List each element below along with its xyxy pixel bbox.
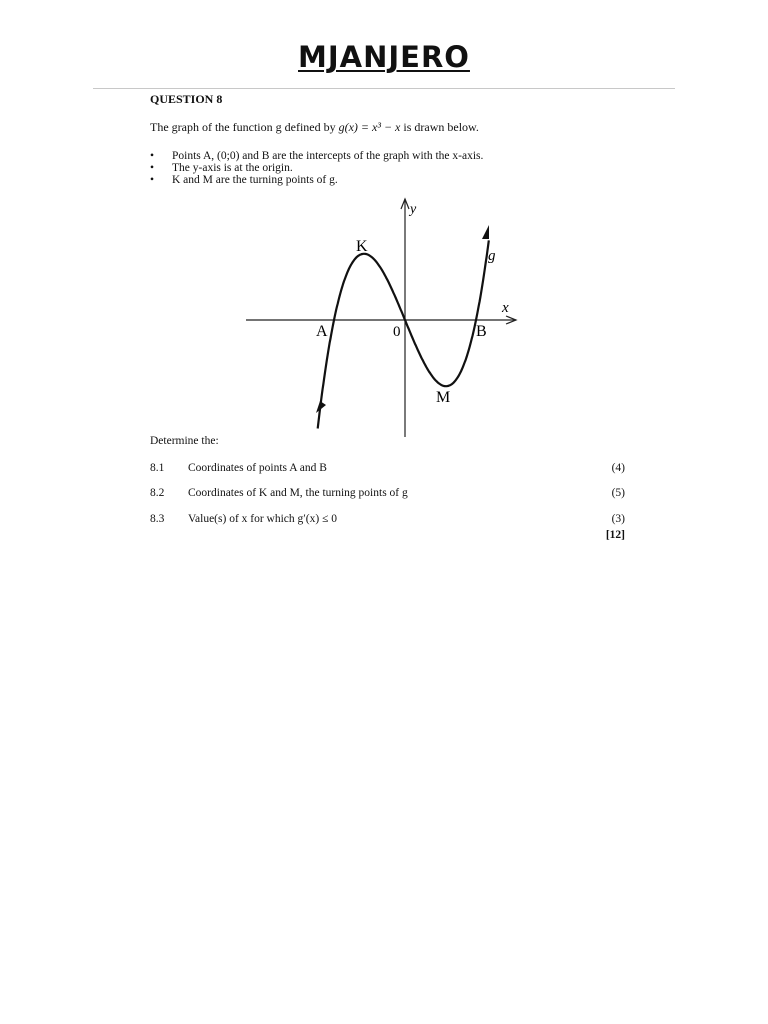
sub-question-number: 8.3 xyxy=(150,513,165,525)
question-intro xyxy=(150,120,479,135)
bullet-text: K and M are the turning points of g. xyxy=(172,174,338,186)
bullet-item xyxy=(150,174,483,186)
bullet-text: The y-axis is at the origin. xyxy=(172,162,293,174)
curve-g xyxy=(318,240,489,428)
curve-label: g xyxy=(488,248,496,264)
bullet-text: Points A, (0;0) and B are the intercepts of the graph with the x-axis. xyxy=(172,150,484,162)
intro-prefix: The graph of the function g defined by xyxy=(150,120,339,134)
sub-question-text: Coordinates of K and M, the turning points of g xyxy=(188,487,408,499)
sub-question-number: 8.1 xyxy=(150,462,165,474)
sub-question-number: 8.2 xyxy=(150,487,165,499)
bullet-icon: • xyxy=(150,162,155,174)
bullet-icon: • xyxy=(150,150,155,162)
sub-question-marks: (5) xyxy=(611,487,625,499)
curve-start-arrow-icon xyxy=(482,225,489,239)
curve-end-arrow-icon xyxy=(316,401,326,413)
point-b-label: B xyxy=(476,323,487,340)
bullet-icon: • xyxy=(150,174,155,186)
header-divider xyxy=(93,88,675,89)
determine-heading: Determine the: xyxy=(150,435,219,447)
sub-question-marks: (3) xyxy=(611,513,625,525)
sub-question-text: Coordinates of points A and B xyxy=(188,462,327,474)
bullet-item xyxy=(150,150,483,162)
point-k-label: K xyxy=(356,238,368,255)
page-title: MJANJERO xyxy=(298,40,470,74)
sub-question-marks: (4) xyxy=(611,462,625,474)
question-title: QUESTION 8 xyxy=(150,92,223,106)
sub-question-text: Value(s) of x for which g′(x) ≤ 0 xyxy=(188,513,338,525)
intro-suffix: is drawn below. xyxy=(400,120,479,134)
point-a-label: A xyxy=(316,323,328,340)
x-axis-label: x xyxy=(502,300,509,316)
point-m-label: M xyxy=(436,389,451,406)
cubic-graph xyxy=(240,195,530,440)
question-bullets xyxy=(150,150,483,186)
bullet-item xyxy=(150,162,483,174)
origin-label: 0 xyxy=(393,324,401,340)
intro-formula: g(x) = x³ − x xyxy=(338,120,401,134)
y-axis-label: y xyxy=(410,202,417,217)
total-marks: [12] xyxy=(605,529,625,541)
